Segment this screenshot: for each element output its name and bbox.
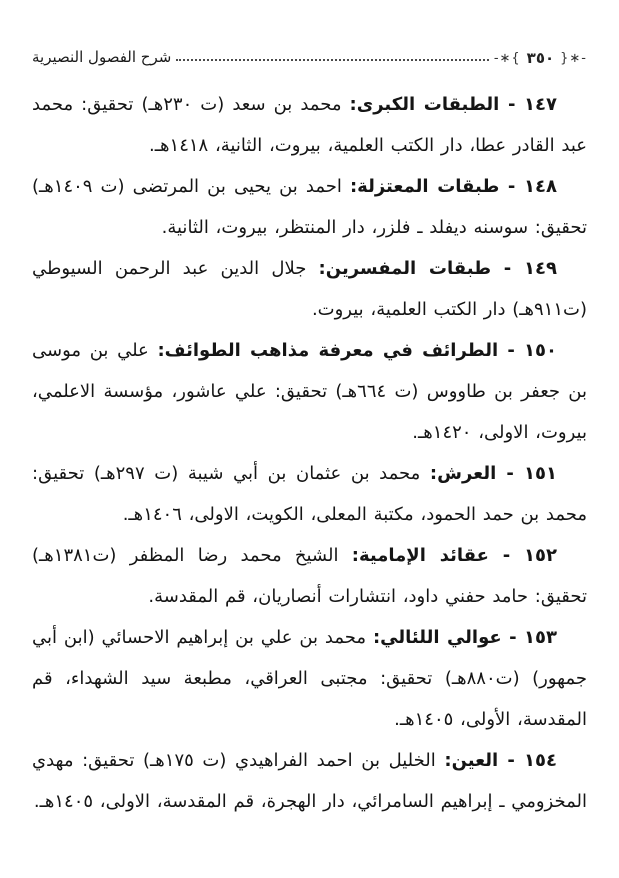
entry-text: الخليل بن احمد الفراهيدي (ت ١٧٥هـ) تحقيق: مهدي المخزومي ـ إبراهيم السامرائي، دار الهجرة، قم المقدسة، الاولى، ١٤٠٥هـ. xyxy=(32,750,587,812)
bibliography-entry-150 xyxy=(32,330,587,453)
entry-title: ١٤٨ - طبقات المعتزلة: xyxy=(349,176,557,197)
entry-title: ١٥٣ - عوالي اللئالي: xyxy=(372,627,557,648)
entry-text: الشيخ محمد رضا المظفر (ت١٣٨١هـ) تحقيق: حامد حفني داود، انتشارات أنصاريان، قم المقدسة. xyxy=(32,545,587,607)
entry-text: محمد بن علي بن إبراهيم الاحسائي (ابن أبي جمهور) (ت٨٨٠هـ) تحقيق: مجتبى العراقي، مطبعة سيد الشهداء، قم المقدسة، الأولى، ١٤٠٥هـ. xyxy=(32,627,587,730)
entry-text: علي بن موسى بن جعفر بن طاووس (ت ٦٦٤هـ) تحقيق: علي عاشور، مؤسسة الاعلمي، بيروت، الاولى، ١٤٢٠هـ. xyxy=(32,340,587,443)
bibliography-entry-148 xyxy=(32,166,587,248)
page-header xyxy=(32,42,587,68)
entry-title: ١٥٤ - العين: xyxy=(444,750,557,771)
entry-text: احمد بن يحيى بن المرتضى (ت ١٤٠٩هـ) تحقيق: سوسنه ديفلد ـ فلزر، دار المنتظر، بيروت، الثانية. xyxy=(32,176,587,238)
bibliography-entry-149 xyxy=(32,248,587,330)
bibliography-entry-154 xyxy=(32,740,587,822)
ornament-right: }∗- xyxy=(560,50,587,66)
page-number-ornament xyxy=(494,49,587,68)
bibliography-list xyxy=(32,84,587,822)
dotted-leader xyxy=(176,59,488,61)
entry-text: محمد بن عثمان بن أبي شيبة (ت ٢٩٧هـ) تحقيق: محمد بن حمد الحمود، مكتبة المعلى، الكويت، الاولى، ١٤٠٦هـ. xyxy=(32,463,587,525)
entry-title: ١٥١ - العرش: xyxy=(429,463,557,484)
running-title: شرح الفصول النصيرية xyxy=(32,48,172,66)
bibliography-entry-151 xyxy=(32,453,587,535)
entry-title: ١٤٩ - طبقات المفسرين: xyxy=(318,258,557,279)
bibliography-entry-147 xyxy=(32,84,587,166)
entry-text: جلال الدين عبد الرحمن السيوطي (ت٩١١هـ) دار الكتب العلمية، بيروت. xyxy=(32,258,587,320)
entry-title: ١٤٧ - الطبقات الكبرى: xyxy=(349,94,557,115)
ornament-left: -∗{ xyxy=(493,50,521,66)
entry-title: ١٥٠ - الطرائف في معرفة مذاهب الطوائف: xyxy=(157,340,557,361)
page-number: ٣٥٠ xyxy=(526,49,555,67)
entry-text: محمد بن سعد (ت ٢٣٠هـ) تحقيق: محمد عبد القادر عطا، دار الكتب العلمية، بيروت، الثانية، ١٤١٨هـ. xyxy=(32,94,587,156)
entry-title: ١٥٢ - عقائد الإمامية: xyxy=(351,545,557,566)
bibliography-entry-153 xyxy=(32,617,587,740)
bibliography-entry-152 xyxy=(32,535,587,617)
